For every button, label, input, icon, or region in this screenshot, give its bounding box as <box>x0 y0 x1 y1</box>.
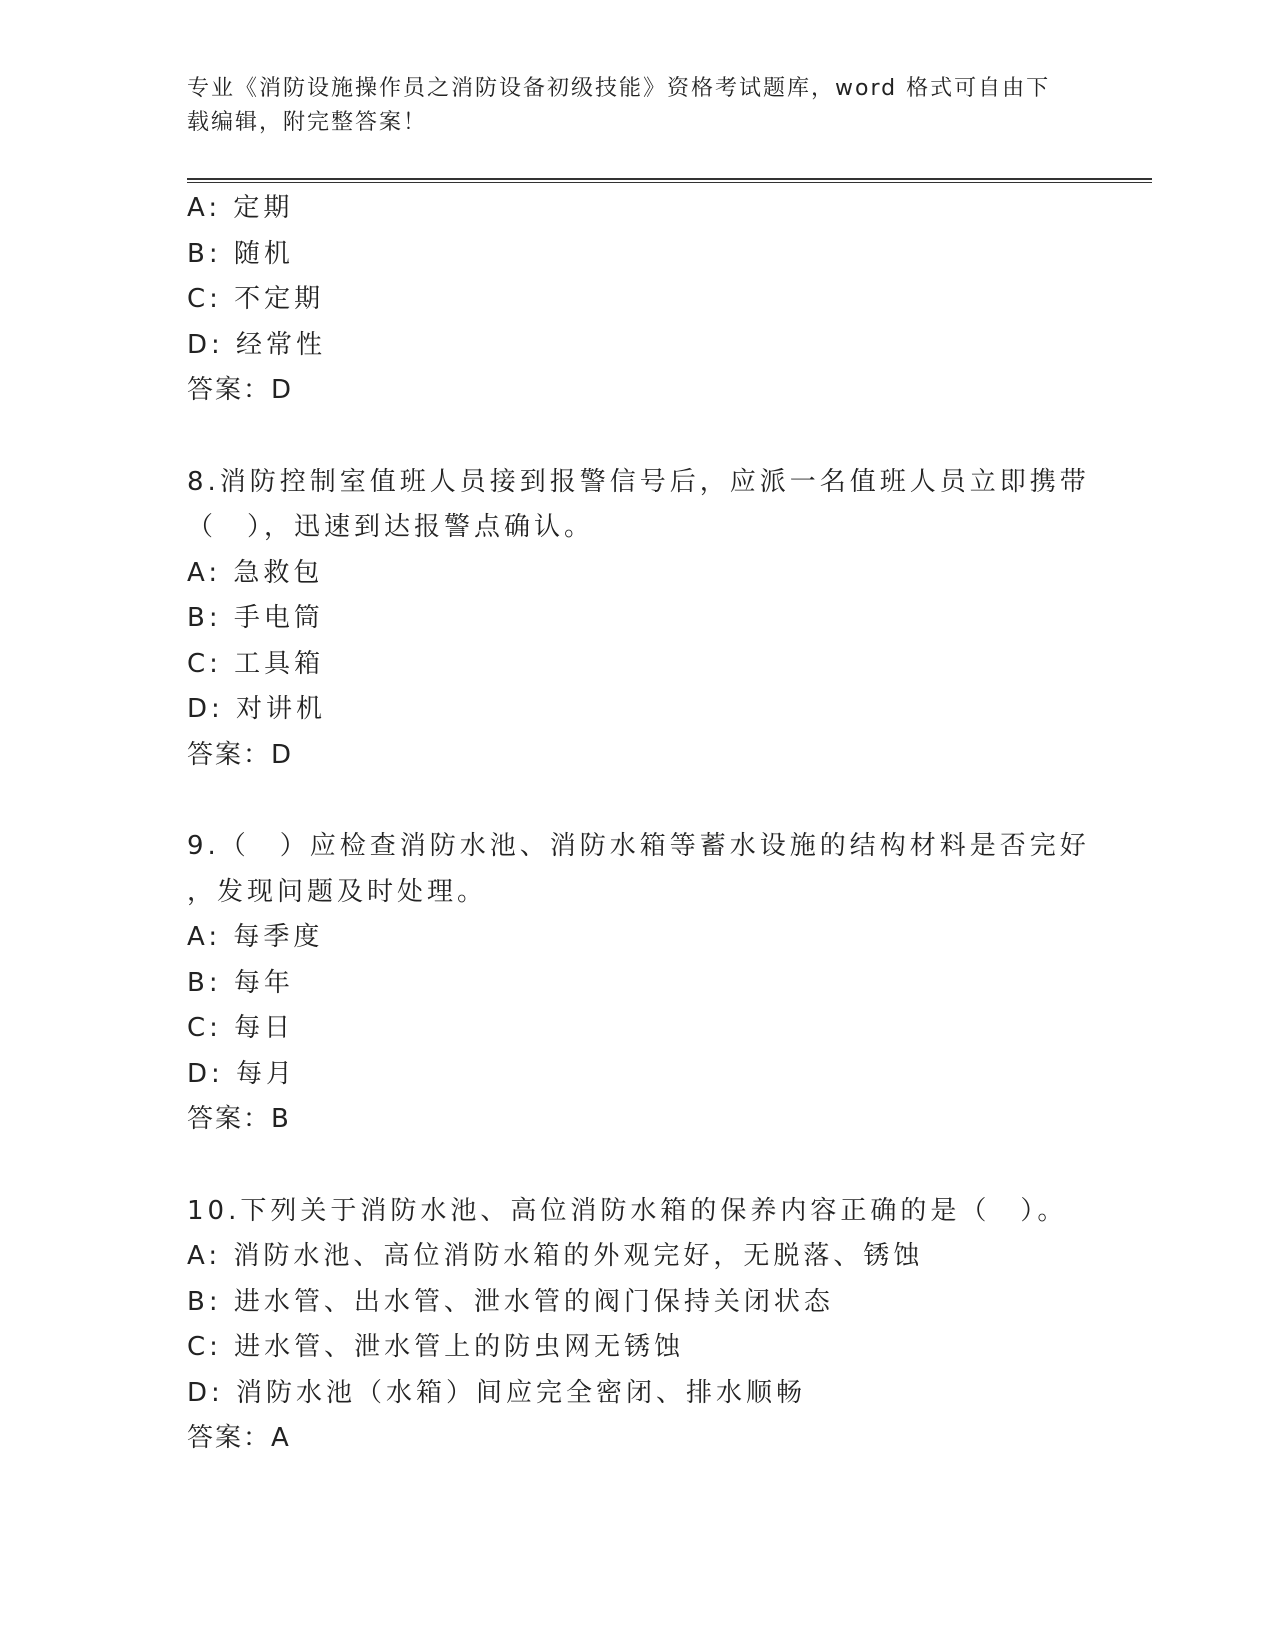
option-d: D: 每月 <box>187 1058 297 1089</box>
option-b: B: 手电筒 <box>187 603 324 633</box>
option-a: A: 急救包 <box>187 557 324 588</box>
option-c: C: 不定期 <box>187 284 325 314</box>
question-block-8 <box>187 460 1090 779</box>
option-d: D: 经常性 <box>187 329 327 360</box>
spacer <box>187 1143 1087 1189</box>
option-d: D: 消防水池（水箱）间应完全密闭、排水顺畅 <box>187 1377 807 1408</box>
answer-line: 答案：D <box>187 739 294 770</box>
option-a: A: 定期 <box>187 193 294 223</box>
question-list <box>187 186 1090 1462</box>
answer-line: 答案：D <box>187 375 294 405</box>
question-text-line-1: 10.下列关于消防水池、高位消防水箱的保养内容正确的是（ ）。 <box>187 1195 1068 1226</box>
header-divider <box>187 178 1152 183</box>
option-a: A: 消防水池、高位消防水箱的外观完好，无脱落、锈蚀 <box>187 1241 924 1271</box>
question-text-line-2: （ ），迅速到达报警点确认。 <box>187 512 595 542</box>
option-c: C: 每日 <box>187 1013 295 1043</box>
option-c: C: 工具箱 <box>187 648 325 679</box>
option-b: B: 每年 <box>187 967 294 998</box>
answer-line: 答案：A <box>187 1423 291 1453</box>
spacer <box>187 778 1087 824</box>
option-d: D: 对讲机 <box>187 694 327 724</box>
header-line-2: 载编辑，附完整答案！ <box>187 110 428 135</box>
question-text-line-1: 9.（ ）应检查消防水池、消防水箱等蓄水设施的结构材料是否完好 <box>187 831 1090 861</box>
question-block-9 <box>187 824 1090 1143</box>
spacer <box>187 414 1087 460</box>
question-block-prev <box>187 186 1087 414</box>
option-a: A: 每季度 <box>187 922 324 952</box>
question-text-line-2: ，发现问题及时处理。 <box>187 876 488 907</box>
question-block-10 <box>187 1189 1087 1462</box>
question-text-line-1: 8.消防控制室值班人员接到报警信号后，应派一名值班人员立即携带 <box>187 466 1090 497</box>
answer-line: 答案：B <box>187 1104 291 1134</box>
option-b: B: 进水管、出水管、泄水管的阀门保持关闭状态 <box>187 1286 834 1317</box>
option-b: B: 随机 <box>187 238 294 269</box>
header-line-1: 专业《消防设施操作员之消防设备初级技能》资格考试题库，word 格式可自由下 <box>187 76 1051 101</box>
option-c: C: 进水管、泄水管上的防虫网无锈蚀 <box>187 1332 685 1362</box>
page-header <box>187 72 1067 140</box>
